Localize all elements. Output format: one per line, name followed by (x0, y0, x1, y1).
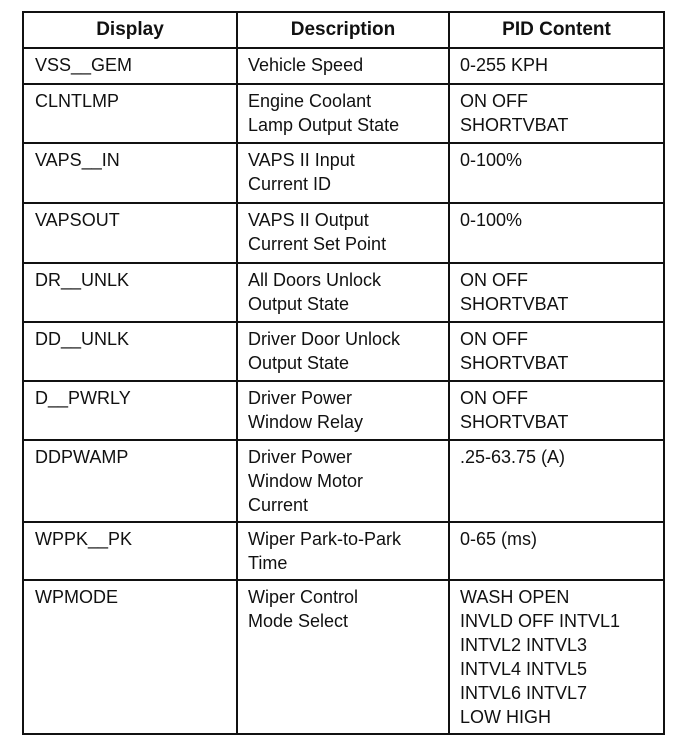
cell-description: Driver Power Window Motor Current (237, 440, 449, 522)
table-row (23, 263, 664, 322)
cell-description: Driver Power Window Relay (237, 381, 449, 440)
cell-description: Wiper Park-to-Park Time (237, 522, 449, 580)
cell-display: WPPK__PK (23, 522, 237, 580)
cell-description: Wiper Control Mode Select (237, 580, 449, 734)
cell-pid-content: .25-63.75 (A) (449, 440, 664, 522)
cell-display: DR__UNLK (23, 263, 237, 322)
cell-pid-content: 0-255 KPH (449, 48, 664, 84)
table-row (23, 203, 664, 263)
cell-pid-content: WASH OPEN INVLD OFF INTVL1 INTVL2 INTVL3 INTVL4 INTVL5 INTVL6 INTVL7 LOW HIGH (449, 580, 664, 734)
cell-display: VSS__GEM (23, 48, 237, 84)
header-row (23, 12, 664, 48)
table-row (23, 381, 664, 440)
table-row (23, 580, 664, 734)
cell-pid-content: 0-65 (ms) (449, 522, 664, 580)
pid-table (22, 11, 665, 735)
cell-pid-content: 0-100% (449, 203, 664, 263)
table-row (23, 522, 664, 580)
cell-display: CLNTLMP (23, 84, 237, 143)
table-row (23, 48, 664, 84)
cell-display: DDPWAMP (23, 440, 237, 522)
table-row (23, 143, 664, 203)
cell-pid-content: ON OFF SHORTVBAT (449, 84, 664, 143)
cell-display: WPMODE (23, 580, 237, 734)
cell-description: VAPS II Output Current Set Point (237, 203, 449, 263)
table-row (23, 84, 664, 143)
cell-description: VAPS II Input Current ID (237, 143, 449, 203)
cell-description: Engine Coolant Lamp Output State (237, 84, 449, 143)
header-description: Description (237, 12, 449, 48)
header-pid-content: PID Content (449, 12, 664, 48)
cell-pid-content: ON OFF SHORTVBAT (449, 322, 664, 381)
cell-description: All Doors Unlock Output State (237, 263, 449, 322)
cell-display: VAPS__IN (23, 143, 237, 203)
table-row (23, 322, 664, 381)
cell-pid-content: ON OFF SHORTVBAT (449, 263, 664, 322)
cell-display: D__PWRLY (23, 381, 237, 440)
cell-description: Driver Door Unlock Output State (237, 322, 449, 381)
cell-pid-content: ON OFF SHORTVBAT (449, 381, 664, 440)
cell-pid-content: 0-100% (449, 143, 664, 203)
header-display: Display (23, 12, 237, 48)
cell-display: VAPSOUT (23, 203, 237, 263)
cell-display: DD__UNLK (23, 322, 237, 381)
cell-description: Vehicle Speed (237, 48, 449, 84)
table-row (23, 440, 664, 522)
